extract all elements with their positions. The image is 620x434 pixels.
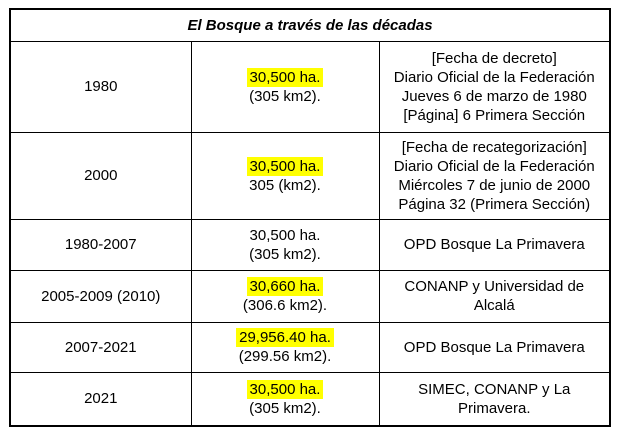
source-cell — [379, 270, 610, 322]
table-row — [10, 270, 610, 322]
decades-table — [9, 8, 611, 427]
source-line: Jueves 6 de marzo de 1980 — [401, 87, 587, 105]
source-cell — [379, 41, 610, 132]
source-line: OPD Bosque La Primavera — [403, 338, 585, 356]
source-line: SIMEC, CONANP y La — [418, 380, 571, 398]
area-highlight: 30,500 ha. — [247, 68, 324, 87]
area-line: 30,500 ha. — [249, 226, 321, 244]
table-title: El Bosque a través de las décadas — [10, 9, 610, 41]
source-line: Miércoles 7 de junio de 2000 — [398, 176, 591, 194]
period-cell: 2007-2021 — [10, 322, 191, 372]
area-cell — [191, 270, 379, 322]
table-row — [10, 132, 610, 219]
area-highlight: 30,500 ha. — [247, 380, 324, 399]
area-line — [196, 68, 375, 87]
source-line: [Fecha de decreto] — [431, 49, 557, 67]
table-row — [10, 219, 610, 270]
source-line: [Fecha de recategorización] — [401, 138, 587, 156]
area-cell — [191, 41, 379, 132]
area-line — [196, 328, 375, 347]
area-line — [196, 277, 375, 296]
area-cell — [191, 372, 379, 426]
period-cell: 2021 — [10, 372, 191, 426]
source-line: [Página] 6 Primera Sección — [403, 106, 586, 124]
period-cell: 1980 — [10, 41, 191, 132]
source-line: Página 32 (Primera Sección) — [398, 195, 591, 213]
area-line — [196, 157, 375, 176]
area-highlight: 30,500 ha. — [247, 157, 324, 176]
source-line: Diario Oficial de la Federación — [393, 157, 595, 175]
area-cell — [191, 322, 379, 372]
area-line: (305 km2). — [249, 245, 321, 263]
source-cell — [379, 322, 610, 372]
area-line: (305 km2). — [249, 87, 321, 105]
period-cell: 2005-2009 (2010) — [10, 270, 191, 322]
area-highlight: 30,660 ha. — [247, 277, 324, 296]
area-line: (299.56 km2). — [238, 348, 332, 365]
period-cell: 1980-2007 — [10, 219, 191, 270]
source-line: Alcalá — [473, 297, 515, 314]
source-cell — [379, 372, 610, 426]
area-cell — [191, 132, 379, 219]
area-line — [196, 380, 375, 399]
area-line: (306.6 km2). — [242, 297, 328, 314]
source-line: CONANP y Universidad de — [404, 278, 585, 295]
table-row — [10, 372, 610, 426]
source-cell — [379, 219, 610, 270]
source-cell — [379, 132, 610, 219]
table-row — [10, 41, 610, 132]
source-line: Primavera. — [458, 399, 531, 417]
source-line: Diario Oficial de la Federación — [393, 68, 595, 86]
area-cell — [191, 219, 379, 270]
source-line: OPD Bosque La Primavera — [403, 236, 585, 253]
area-line: 305 (km2). — [249, 176, 321, 194]
period-cell: 2000 — [10, 132, 191, 219]
title-row — [10, 9, 610, 41]
area-line: (305 km2). — [249, 399, 321, 417]
table-row — [10, 322, 610, 372]
area-highlight: 29,956.40 ha. — [236, 328, 334, 347]
